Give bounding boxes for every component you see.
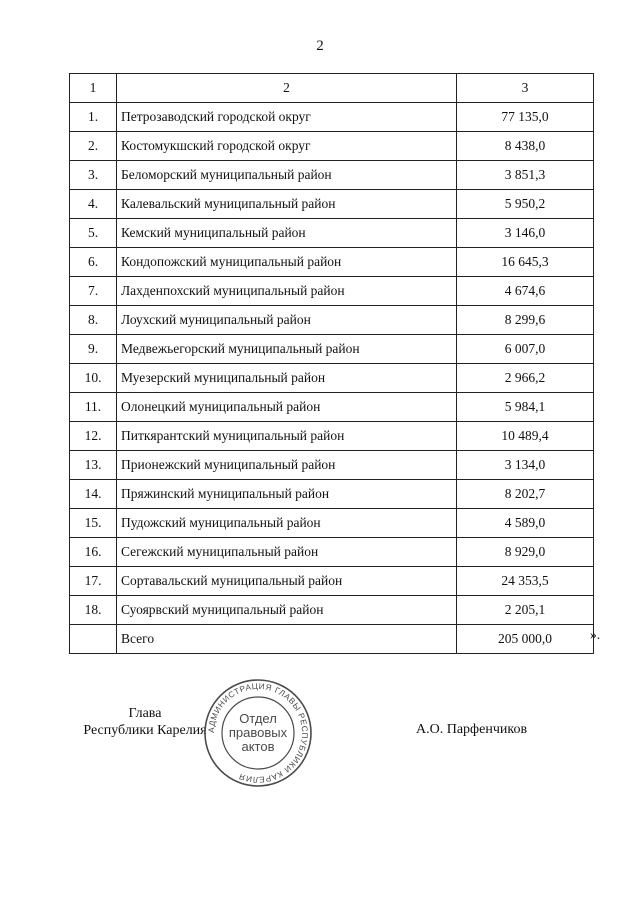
header-col-3: 3 xyxy=(457,74,594,103)
table-header-row xyxy=(70,74,594,103)
row-number: 2. xyxy=(70,132,117,161)
row-amount: 8 299,6 xyxy=(457,306,594,335)
row-amount: 4 674,6 xyxy=(457,277,594,306)
row-number: 17. xyxy=(70,567,117,596)
row-number: 10. xyxy=(70,364,117,393)
header-col-1: 1 xyxy=(70,74,117,103)
row-number: 13. xyxy=(70,451,117,480)
row-amount: 2 966,2 xyxy=(457,364,594,393)
row-number: 5. xyxy=(70,219,117,248)
row-amount: 16 645,3 xyxy=(457,248,594,277)
row-district-name: Калевальский муниципальный район xyxy=(117,190,457,219)
row-number: 1. xyxy=(70,103,117,132)
appropriation-table xyxy=(69,73,594,654)
official-stamp xyxy=(202,677,314,789)
row-district-name: Пудожский муниципальный район xyxy=(117,509,457,538)
row-amount: 3 146,0 xyxy=(457,219,594,248)
row-district-name: Питкярантский муниципальный район xyxy=(117,422,457,451)
table-row xyxy=(70,538,594,567)
row-district-name: Прионежский муниципальный район xyxy=(117,451,457,480)
row-number: 9. xyxy=(70,335,117,364)
row-district-name: Кемский муниципальный район xyxy=(117,219,457,248)
row-number: 8. xyxy=(70,306,117,335)
row-amount: 8 202,7 xyxy=(457,480,594,509)
closing-quote: ». xyxy=(590,627,601,642)
table-row xyxy=(70,567,594,596)
row-district-name: Костомукшский городской округ xyxy=(117,132,457,161)
table-row xyxy=(70,480,594,509)
row-amount: 10 489,4 xyxy=(457,422,594,451)
row-district-name: Суоярвский муниципальный район xyxy=(117,596,457,625)
table-row xyxy=(70,190,594,219)
row-number: 18. xyxy=(70,596,117,625)
table-row xyxy=(70,335,594,364)
row-number: 3. xyxy=(70,161,117,190)
signatory-title-line-1: Глава xyxy=(128,706,162,721)
row-amount: 8 929,0 xyxy=(457,538,594,567)
stamp-graphic xyxy=(202,677,314,789)
table-row xyxy=(70,364,594,393)
row-number: 11. xyxy=(70,393,117,422)
table-row xyxy=(70,277,594,306)
row-amount: 3 851,3 xyxy=(457,161,594,190)
total-label: Всего xyxy=(117,625,457,654)
table-row xyxy=(70,161,594,190)
row-district-name: Петрозаводский городской округ xyxy=(117,103,457,132)
row-district-name: Беломорский муниципальный район xyxy=(117,161,457,190)
row-number: 12. xyxy=(70,422,117,451)
row-district-name: Медвежьегорский муниципальный район xyxy=(117,335,457,364)
table-row xyxy=(70,422,594,451)
table-row xyxy=(70,451,594,480)
stamp-line-3: актов xyxy=(241,739,275,754)
row-amount: 5 950,2 xyxy=(457,190,594,219)
row-amount: 3 134,0 xyxy=(457,451,594,480)
row-district-name: Лахденпохский муниципальный район xyxy=(117,277,457,306)
signatory-name: А.О. Парфенчиков xyxy=(416,722,528,737)
row-district-name: Сортавальский муниципальный район xyxy=(117,567,457,596)
row-number: 4. xyxy=(70,190,117,219)
total-amount: 205 000,0 xyxy=(457,625,594,654)
row-district-name: Лоухский муниципальный район xyxy=(117,306,457,335)
row-district-name: Сегежский муниципальный район xyxy=(117,538,457,567)
table-row xyxy=(70,219,594,248)
page-number: 2 xyxy=(316,38,324,54)
stamp-line-2: правовых xyxy=(228,725,288,740)
table-row xyxy=(70,306,594,335)
row-number: 16. xyxy=(70,538,117,567)
row-amount: 24 353,5 xyxy=(457,567,594,596)
table-row xyxy=(70,248,594,277)
table-row xyxy=(70,132,594,161)
table-row xyxy=(70,509,594,538)
row-number: 7. xyxy=(70,277,117,306)
row-amount: 2 205,1 xyxy=(457,596,594,625)
row-amount: 5 984,1 xyxy=(457,393,594,422)
row-amount: 6 007,0 xyxy=(457,335,594,364)
row-amount: 77 135,0 xyxy=(457,103,594,132)
table-row xyxy=(70,103,594,132)
table-row xyxy=(70,393,594,422)
total-number-cell xyxy=(70,625,117,654)
row-number: 14. xyxy=(70,480,117,509)
row-district-name: Олонецкий муниципальный район xyxy=(117,393,457,422)
row-amount: 8 438,0 xyxy=(457,132,594,161)
stamp-line-1: Отдел xyxy=(239,711,277,726)
row-district-name: Кондопожский муниципальный район xyxy=(117,248,457,277)
row-district-name: Муезерский муниципальный район xyxy=(117,364,457,393)
row-number: 15. xyxy=(70,509,117,538)
stamp-ring-text: АДМИНИСТРАЦИЯ ГЛАВЫ РЕСПУБЛИКИ КАРЕЛИЯ xyxy=(206,681,310,785)
table-row xyxy=(70,596,594,625)
signatory-title-line-2: Республики Карелия xyxy=(83,723,207,738)
header-col-2: 2 xyxy=(117,74,457,103)
table-total-row xyxy=(70,625,594,654)
row-amount: 4 589,0 xyxy=(457,509,594,538)
row-number: 6. xyxy=(70,248,117,277)
row-district-name: Пряжинский муниципальный район xyxy=(117,480,457,509)
